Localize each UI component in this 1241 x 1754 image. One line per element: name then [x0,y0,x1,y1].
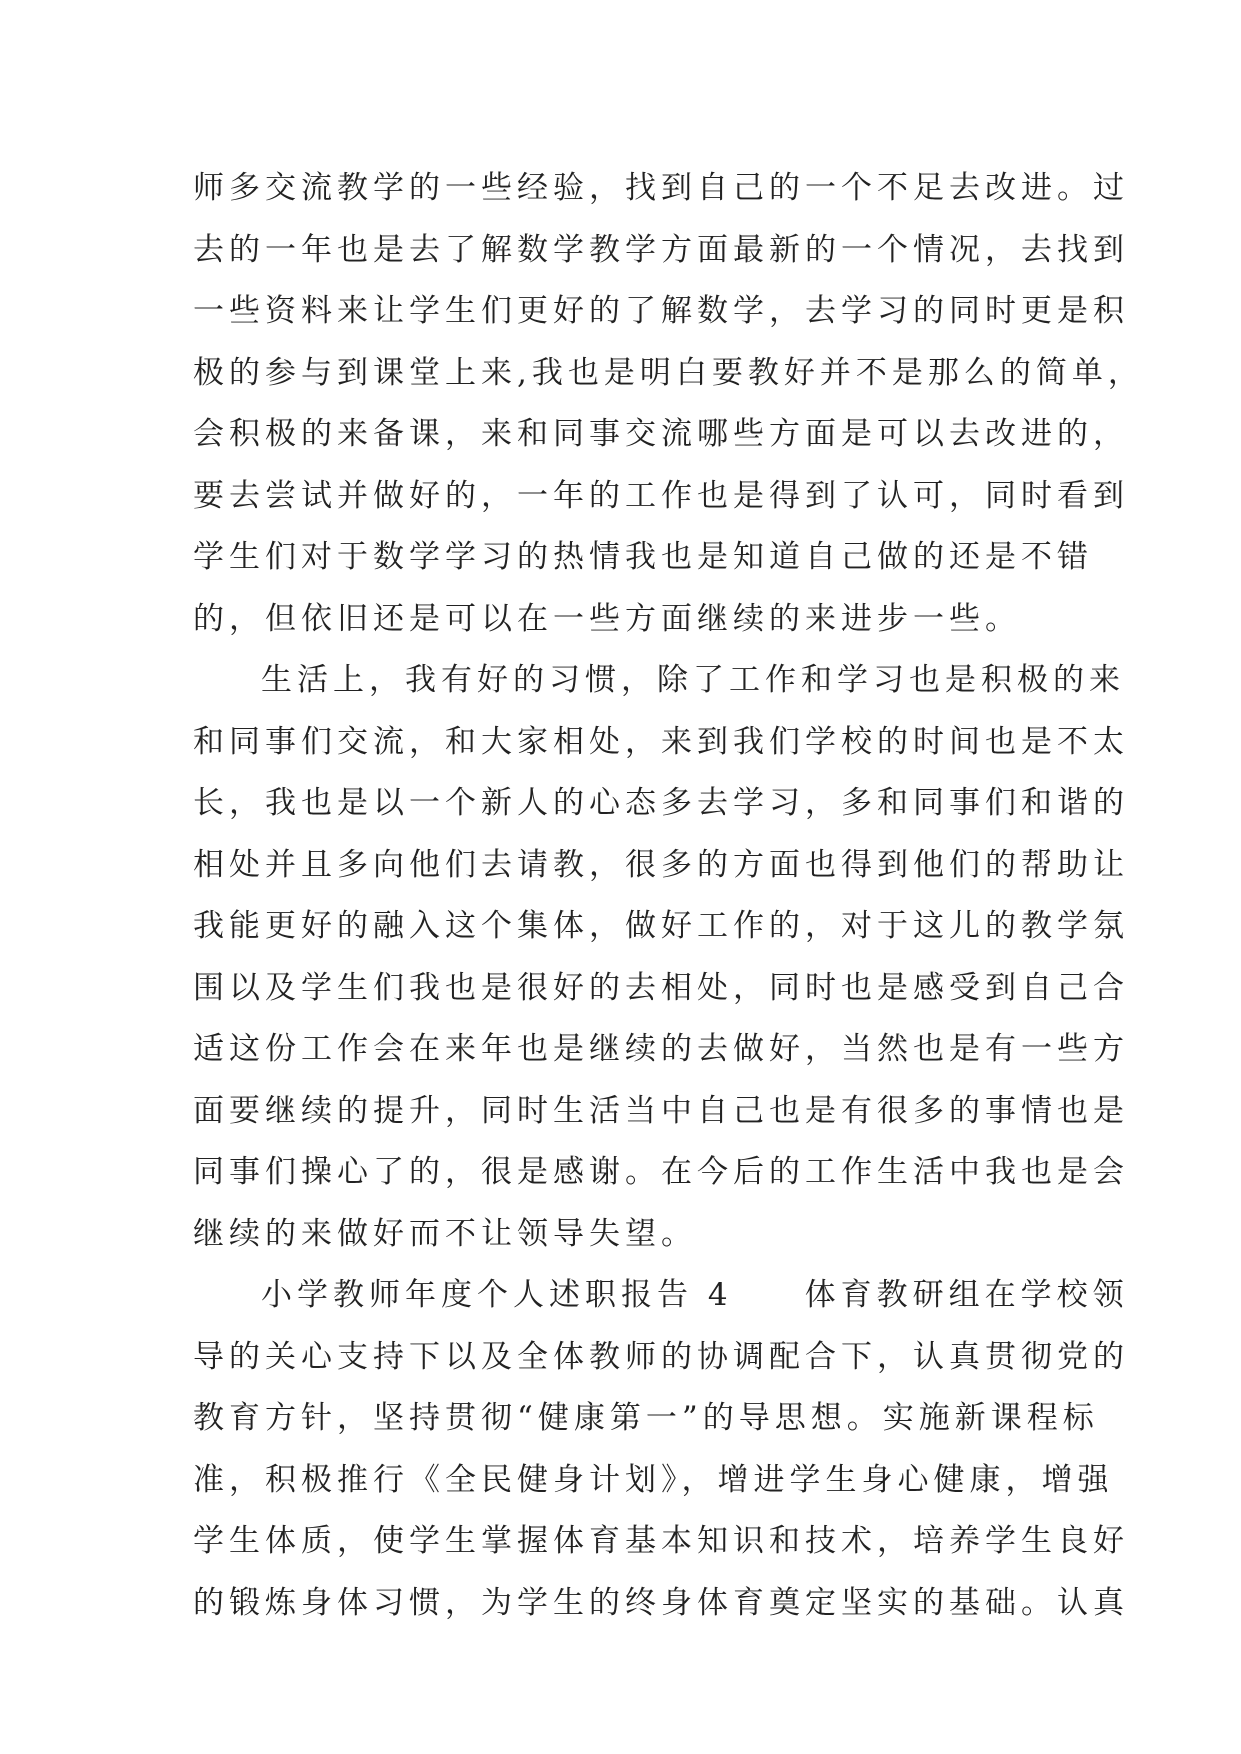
text-line: 教育方针，坚持贯彻“健康第一”的导思想。实施新课程标 [193,1400,1099,1436]
text-line: 的锻炼身体习惯，为学生的终身体育奠定坚实的基础。认真 [193,1584,1129,1621]
text-line: 师多交流教学的一些经验，找到自己的一个不足去改进。过 [193,170,1129,206]
text-line: 相处并且多向他们去请教，很多的方面也得到他们的帮助让 [193,846,1129,883]
text-line: 要去尝试并做好的，一年的工作也是得到了认可，同时看到 [193,477,1129,514]
text-line: 长，我也是以一个新人的心态多去学习，多和同事们和谐的 [193,785,1129,821]
text-line: 继续的来做好而不让领导失望。 [193,1215,697,1252]
paragraph-first-line: 小学教师年度个人述职报告 4 体育教研组在学校领 [261,1277,1129,1313]
text-line: 准，积极推行《全民健身计划》，增进学生身心健康，增强 [193,1461,1114,1498]
text-line: 导的关心支持下以及全体教师的协调配合下，认真贯彻党的 [193,1338,1129,1375]
text-line: 学生体质，使学生掌握体育基本知识和技术，培养学生良好 [193,1523,1129,1559]
text-line: 面要继续的提升，同时生活当中自己也是有很多的事情也是 [193,1092,1129,1129]
text-line: 学生们对于数学学习的热情我也是知道自己做的还是不错 [193,539,1093,575]
text-line: 和同事们交流，和大家相处，来到我们学校的时间也是不太 [193,723,1129,760]
text-line: 一些资料来让学生们更好的了解数学，去学习的同时更是积 [193,293,1129,329]
text-line: 同事们操心了的，很是感谢。在今后的工作生活中我也是会 [193,1154,1129,1190]
paragraph-first-line: 生活上，我有好的习惯，除了工作和学习也是积极的来 [261,662,1125,698]
text-line: 我能更好的融入这个集体，做好工作的，对于这儿的教学氛 [193,908,1129,944]
text-line: 去的一年也是去了解数学教学方面最新的一个情况，去找到 [193,231,1129,268]
text-line: 会积极的来备课，来和同事交流哪些方面是可以去改进的， [193,416,1129,452]
text-line: 适这份工作会在来年也是继续的去做好，当然也是有一些方 [193,1031,1129,1067]
text-line: 围以及学生们我也是很好的去相处，同时也是感受到自己合 [193,969,1129,1006]
body-text [193,158,1144,1634]
text-line: 的，但依旧还是可以在一些方面继续的来进步一些。 [193,600,1021,637]
text-line: 极的参与到课堂上来,我也是明白要教好并不是那么的简单， [193,354,1144,391]
